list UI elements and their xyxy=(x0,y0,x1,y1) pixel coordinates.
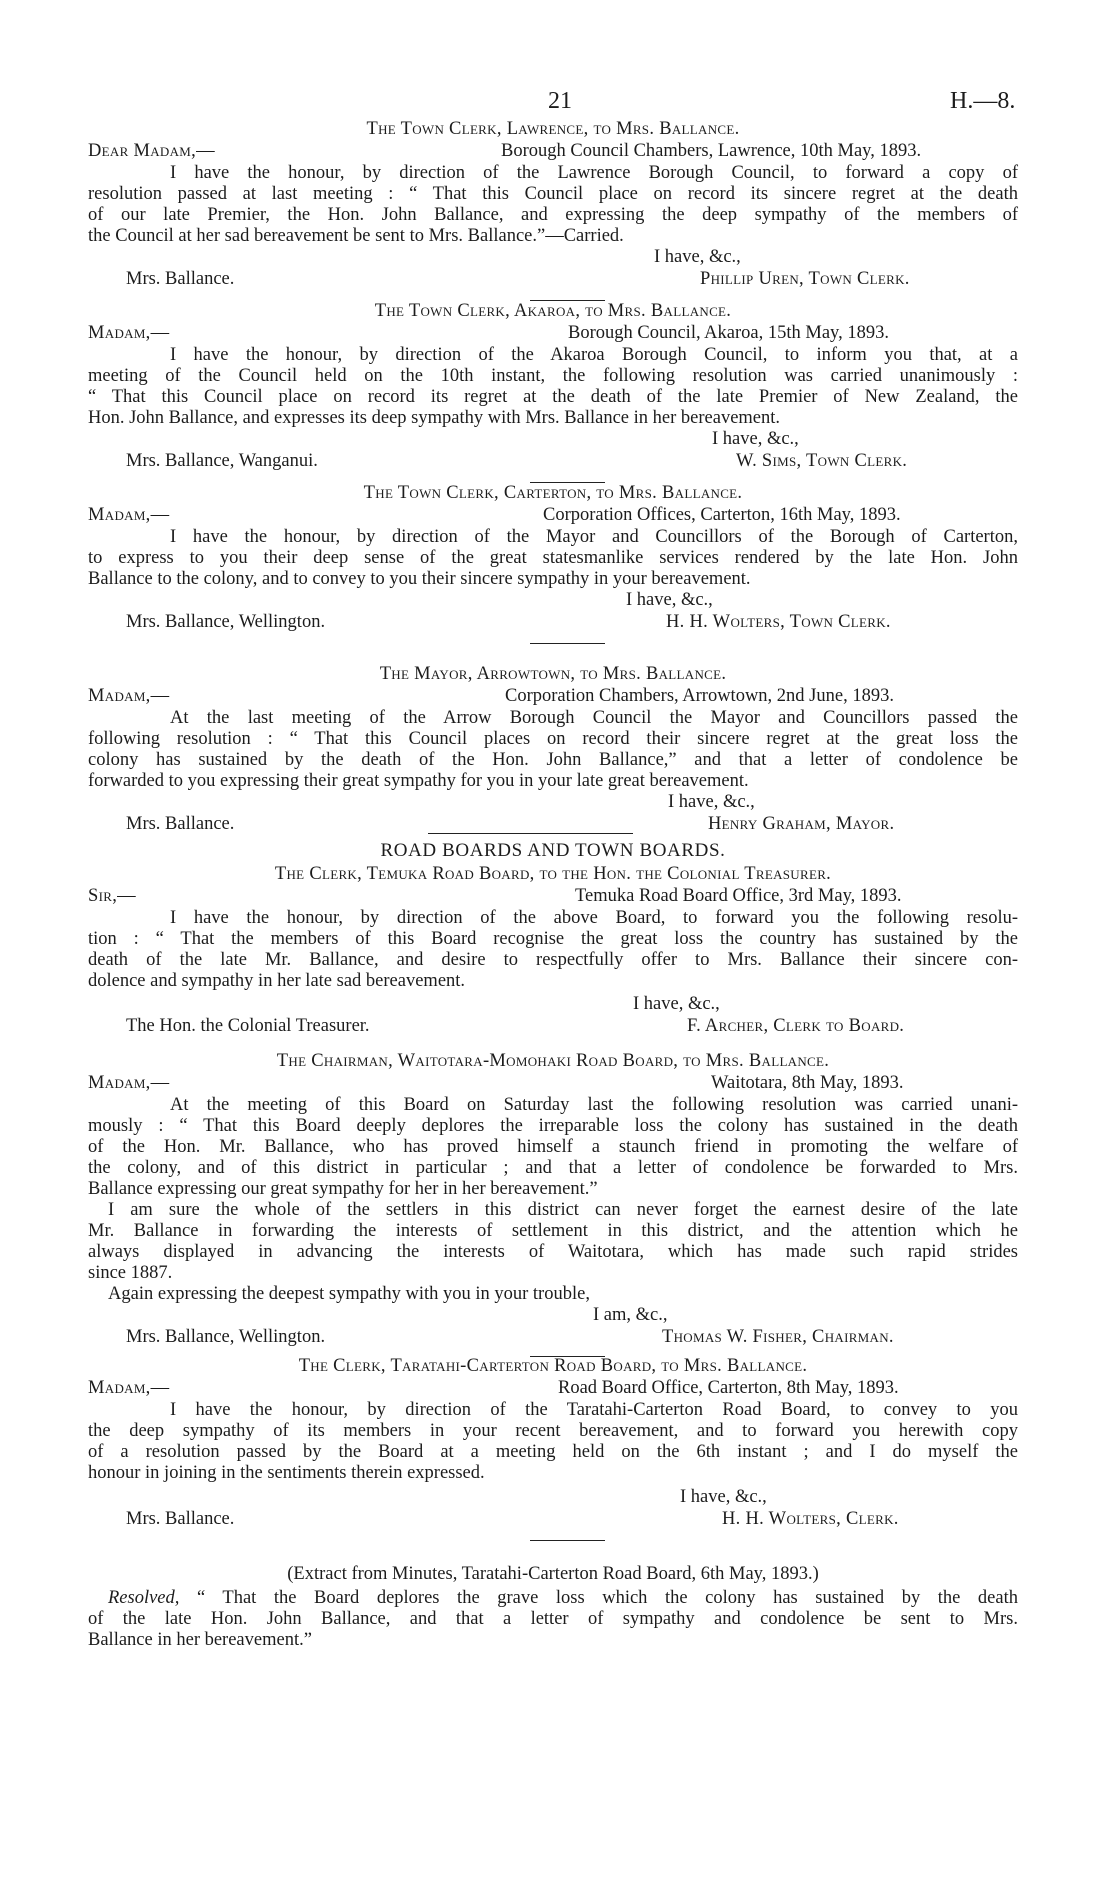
closing: I have, &c., xyxy=(654,247,741,267)
recipient: Mrs. Ballance. xyxy=(126,1509,235,1529)
salutation: Sir,— xyxy=(88,886,136,906)
recipient: The Hon. the Colonial Treasurer. xyxy=(126,1016,370,1036)
body-line: I have the honour, by direction of the Taratahi-Carterton Road Board, to convey to you xyxy=(170,1400,1018,1420)
signature: Phillip Uren, Town Clerk. xyxy=(700,269,910,289)
body-line: Mr. Ballance in forwarding the interests of settlement in this district, and the attention which he xyxy=(88,1221,1018,1241)
body-line: mously : “ That this Board deeply deplores the irreparable loss the colony has sustained in the death xyxy=(88,1116,1018,1136)
extract-heading: (Extract from Minutes, Taratahi-Carterton Road Board, 6th May, 1893.) xyxy=(287,1564,819,1584)
divider xyxy=(530,643,605,644)
body-line: Again expressing the deepest sympathy with you in your trouble, xyxy=(108,1284,590,1304)
signature: W. Sims, Town Clerk. xyxy=(736,451,908,471)
recipient: Mrs. Ballance, Wellington. xyxy=(126,1327,326,1347)
closing: I have, &c., xyxy=(626,590,713,610)
body-line: dolence and sympathy in her late sad bereavement. xyxy=(88,971,466,991)
body-line: I have the honour, by direction of the Lawrence Borough Council, to forward a copy of xyxy=(170,163,1018,183)
body-line: colony has sustained by the death of the Hon. John Ballance,” and that a letter of condolence be xyxy=(88,750,1018,770)
closing: I have, &c., xyxy=(668,792,755,812)
body-line: of the Hon. Mr. Ballance, who has proved himself a staunch friend in promoting the welfare of xyxy=(88,1137,1018,1157)
body-line: the deep sympathy of its members in your recent bereavement, and to forward you herewith copy xyxy=(88,1421,1018,1441)
letter-heading: The Town Clerk, Carterton, to Mrs. Ballance. xyxy=(363,483,743,503)
letter-address: Borough Council, Akaroa, 15th May, 1893. xyxy=(568,323,889,343)
body-line: At the last meeting of the Arrow Borough Council the Mayor and Councillors passed the xyxy=(170,708,1018,728)
letter-address: Waitotara, 8th May, 1893. xyxy=(711,1073,904,1093)
salutation: Madam,— xyxy=(88,1073,170,1093)
section-title: ROAD BOARDS AND TOWN BOARDS. xyxy=(380,840,726,861)
body-line: “ That this Council place on record its regret at the death of the late Premier of New Zealand, the xyxy=(88,387,1018,407)
body-line: to express to you their deep sense of the great statesmanlike services rendered by the late Hon. John xyxy=(88,548,1018,568)
letter-heading: The Town Clerk, Lawrence, to Mrs. Ballance. xyxy=(366,119,740,139)
closing: I am, &c., xyxy=(593,1305,668,1325)
letter-address: Road Board Office, Carterton, 8th May, 1893. xyxy=(558,1378,899,1398)
section-divider xyxy=(428,833,633,834)
document-page xyxy=(88,0,1018,1885)
body-line: the colony, and of this district in particular ; and that a letter of condolence be forwarded to Mrs. xyxy=(88,1158,1018,1178)
page-number: 21 xyxy=(548,88,572,114)
body-line: resolution passed at last meeting : “ That this Council place on record its sincere regret at the death xyxy=(88,184,1018,204)
recipient: Mrs. Ballance, Wanganui. xyxy=(126,451,318,471)
salutation: Madam,— xyxy=(88,323,170,343)
body-line: following resolution : “ That this Council places on record their sincere regret at the great loss the xyxy=(88,729,1018,749)
body-line: Ballance to the colony, and to convey to you their sincere sympathy in your bereavement. xyxy=(88,569,751,589)
body-line: death of the late Mr. Ballance, and desire to respectfully offer to Mrs. Ballance their sincere con- xyxy=(88,950,1018,970)
body-line: since 1887. xyxy=(88,1263,173,1283)
signature: H. H. Wolters, Town Clerk. xyxy=(666,612,891,632)
body-line: Ballance expressing our great sympathy for her in her bereavement.” xyxy=(88,1179,598,1199)
body-line: tion : “ That the members of this Board recognise the great loss the country has sustained by the xyxy=(88,929,1018,949)
recipient: Mrs. Ballance. xyxy=(126,269,235,289)
salutation: Madam,— xyxy=(88,505,170,525)
closing: I have, &c., xyxy=(633,994,720,1014)
body-line: I have the honour, by direction of the Akaroa Borough Council, to inform you that, at a xyxy=(170,345,1018,365)
body-line: always displayed in advancing the interests of Waitotara, which has made such rapid strides xyxy=(88,1242,1018,1262)
body-line: honour in joining in the sentiments therein expressed. xyxy=(88,1463,485,1483)
signature: Henry Graham, Mayor. xyxy=(708,814,895,834)
divider xyxy=(530,1540,605,1541)
body-line: I have the honour, by direction of the Mayor and Councillors of the Borough of Carterton, xyxy=(170,527,1018,547)
body-line: of our late Premier, the Hon. John Ballance, and expressing the deep sympathy of the members of xyxy=(88,205,1018,225)
signature: H. H. Wolters, Clerk. xyxy=(722,1509,899,1529)
letter-heading: The Clerk, Taratahi-Carterton Road Board, to Mrs. Ballance. xyxy=(298,1356,808,1376)
extract-line: Ballance in her bereavement.” xyxy=(88,1630,312,1650)
recipient: Mrs. Ballance. xyxy=(126,814,235,834)
letter-address: Corporation Offices, Carterton, 16th May, 1893. xyxy=(543,505,901,525)
closing: I have, &c., xyxy=(680,1487,767,1507)
body-line: At the meeting of this Board on Saturday last the following resolution was carried unani- xyxy=(170,1095,1018,1115)
salutation: Madam,— xyxy=(88,686,170,706)
body-line: meeting of the Council held on the 10th instant, the following resolution was carried unanimously : xyxy=(88,366,1018,386)
signature: F. Archer, Clerk to Board. xyxy=(687,1016,905,1036)
document-reference: H.—8. xyxy=(950,88,1016,114)
letter-address: Corporation Chambers, Arrowtown, 2nd June, 1893. xyxy=(505,686,894,706)
extract-line: Resolved, “ That the Board deplores the grave loss which the colony has sustained by the death xyxy=(108,1588,1018,1608)
signature: Thomas W. Fisher, Chairman. xyxy=(662,1327,894,1347)
letter-heading: The Clerk, Temuka Road Board, to the Hon. the Colonial Treasurer. xyxy=(274,864,832,884)
body-line: I am sure the whole of the settlers in this district can never forget the earnest desire of the late xyxy=(108,1200,1018,1220)
letter-address: Borough Council Chambers, Lawrence, 10th May, 1893. xyxy=(501,141,922,161)
body-line: I have the honour, by direction of the above Board, to forward you the following resolu- xyxy=(170,908,1018,928)
body-line: Hon. John Ballance, and expresses its deep sympathy with Mrs. Ballance in her bereavement. xyxy=(88,408,781,428)
letter-address: Temuka Road Board Office, 3rd May, 1893. xyxy=(575,886,902,906)
salutation: Dear Madam,— xyxy=(88,141,215,161)
letter-heading: The Chairman, Waitotara-Momohaki Road Board, to Mrs. Ballance. xyxy=(276,1051,830,1071)
body-line: the Council at her sad bereavement be sent to Mrs. Ballance.”—Carried. xyxy=(88,226,624,246)
extract-line: of the late Hon. John Ballance, and that a letter of sympathy and condolence be sent to Mrs. xyxy=(88,1609,1018,1629)
salutation: Madam,— xyxy=(88,1378,170,1398)
resolved-word: Resolved, xyxy=(108,1588,180,1608)
body-line: of a resolution passed by the Board at a meeting held on the 6th instant ; and I do myself the xyxy=(88,1442,1018,1462)
closing: I have, &c., xyxy=(712,429,799,449)
letter-heading: The Town Clerk, Akaroa, to Mrs. Ballance. xyxy=(374,301,732,321)
recipient: Mrs. Ballance, Wellington. xyxy=(126,612,326,632)
letter-heading: The Mayor, Arrowtown, to Mrs. Ballance. xyxy=(379,664,727,684)
body-line: forwarded to you expressing their great sympathy for you in your late great bereavement. xyxy=(88,771,749,791)
